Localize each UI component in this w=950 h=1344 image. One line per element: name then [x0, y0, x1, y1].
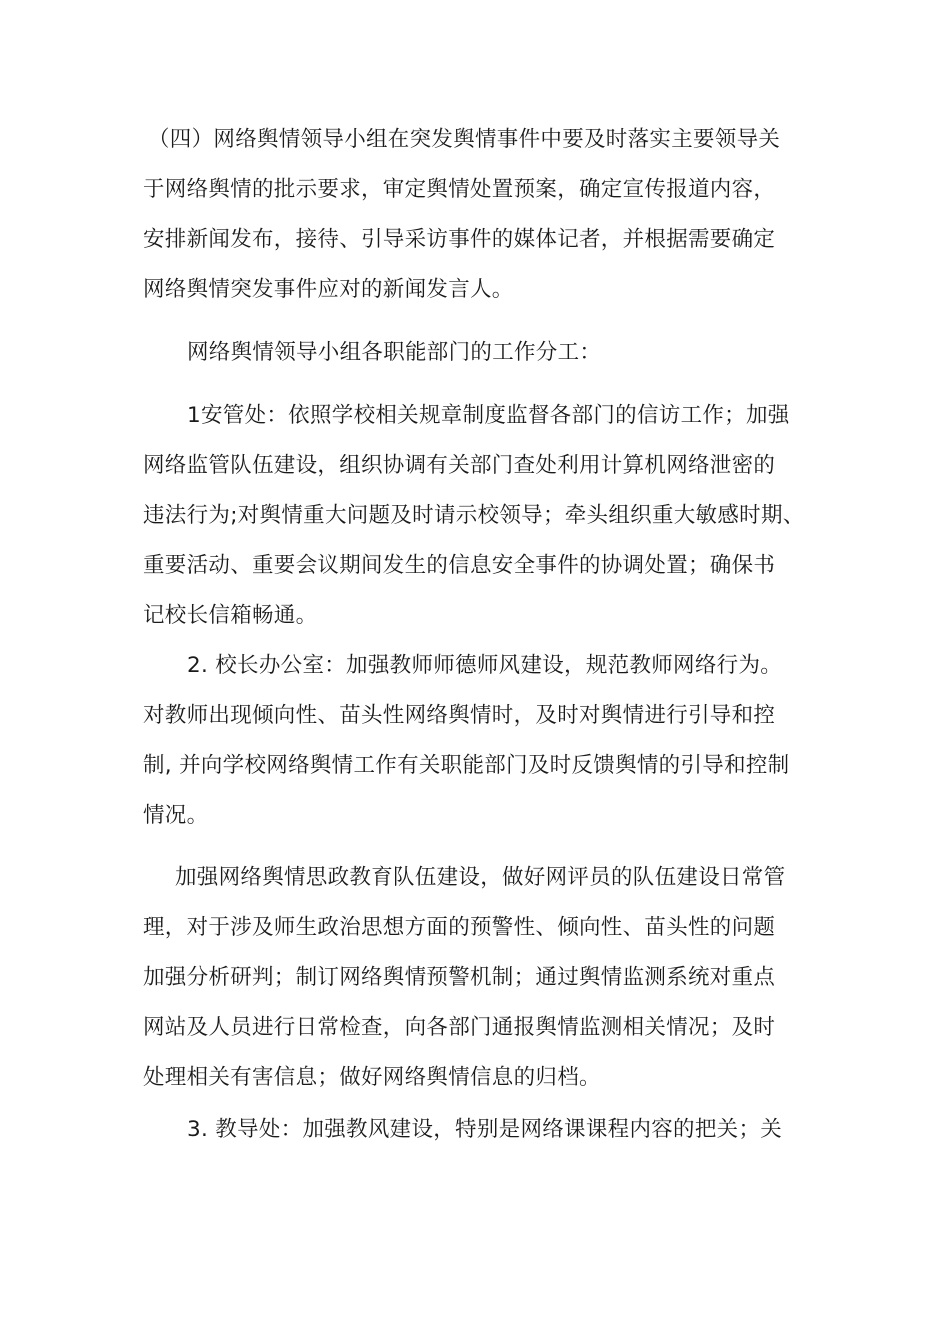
paragraph-5-line-2: 理，对于涉及师生政治思想方面的预警性、倾向性、苗头性的问题 — [143, 915, 776, 940]
paragraph-3-line-5: 记校长信箱畅通。 — [143, 603, 318, 628]
paragraph-4-line-3: 制, 并向学校网络舆情工作有关职能部门及时反馈舆情的引导和控制 — [143, 753, 790, 778]
paragraph-3-line-2: 网络监管队伍建设，组织协调有关部门查处利用计算机网络泄密的 — [143, 453, 776, 478]
paragraph-4-line-2: 对教师出现倾向性、苗头性网络舆情时，及时对舆情进行引导和控 — [143, 703, 776, 728]
paragraph-4-line-1: 2. 校长办公室：加强教师师德师风建设，规范教师网络行为。 — [187, 653, 783, 678]
paragraph-1-line-1: （四）网络舆情领导小组在突发舆情事件中要及时落实主要领导关 — [148, 127, 781, 152]
paragraph-5-line-5: 处理相关有害信息；做好网络舆情信息的归档。 — [143, 1065, 601, 1090]
paragraph-3-line-1: 1安管处：依照学校相关规章制度监督各部门的信访工作；加强 — [187, 403, 790, 428]
paragraph-4-line-4: 情况。 — [143, 803, 209, 828]
paragraph-5-line-1: 加强网络舆情思政教育队伍建设，做好网评员的队伍建设日常管 — [175, 865, 786, 890]
paragraph-3-line-3: 违法行为;对舆情重大问题及时请示校领导；牵头组织重大敏感时期、 — [143, 503, 805, 528]
paragraph-5-line-3: 加强分析研判；制订网络舆情预警机制；通过舆情监测系统对重点 — [143, 965, 776, 990]
paragraph-5-line-4: 网站及人员进行日常检查，向各部门通报舆情监测相关情况；及时 — [143, 1015, 776, 1040]
paragraph-3-line-4: 重要活动、重要会议期间发生的信息安全事件的协调处置；确保书 — [143, 553, 776, 578]
paragraph-1-line-4: 网络舆情突发事件应对的新闻发言人。 — [143, 277, 514, 302]
paragraph-2-line-1: 网络舆情领导小组各职能部门的工作分工： — [187, 340, 602, 365]
paragraph-1-line-2: 于网络舆情的批示要求，审定舆情处置预案，确定宣传报道内容， — [143, 177, 776, 202]
paragraph-1-line-3: 安排新闻发布，接待、引导采访事件的媒体记者，并根据需要确定 — [143, 227, 776, 252]
paragraph-6-line-1: 3. 教导处：加强教风建设，特别是网络课课程内容的把关；关 — [187, 1117, 783, 1142]
